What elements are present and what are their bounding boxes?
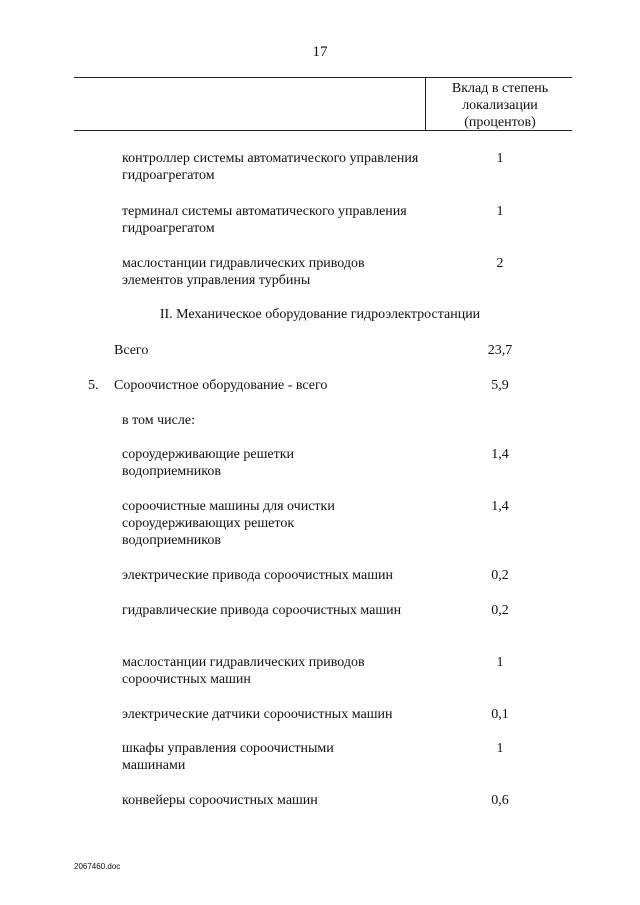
table-row-name: сороудерживающие решетки водоприемников (122, 447, 295, 479)
table-row-name: электрические датчики сороочистных машин (122, 707, 393, 722)
document-id: 2067460.doc (74, 862, 121, 871)
table-row-name: маслостанции гидравлических приводов сороочистных машин (122, 655, 365, 687)
header-column-divider (425, 77, 426, 130)
table-row-name: Сороочистное оборудование - всего (114, 378, 328, 393)
table-row-value: 1 (496, 655, 504, 670)
table-row-name: маслостанции гидравлических приводов элементов управления турбины (122, 256, 365, 288)
section-heading: II. Механическое оборудование гидроэлектростанции (159, 307, 481, 322)
table-row-name: электрические привода сороочистных машин (122, 568, 393, 583)
page-number: 17 (312, 44, 328, 60)
table-row-value: 5,9 (491, 378, 509, 393)
table-row-name: сороочистные машины для очистки сороудерживающих решеток водоприемников (122, 499, 335, 548)
table-row-name: контроллер системы автоматического управления гидроагрегатом (122, 151, 419, 183)
table-row-value: 0,1 (491, 707, 509, 722)
table-row-value: 0,2 (491, 568, 509, 583)
table-row-name: шкафы управления сороочистными машинами (122, 741, 334, 773)
table-row-value: 1,4 (491, 499, 509, 514)
item-number: 5. (88, 378, 99, 393)
subitems-intro: в том числе: (122, 413, 195, 428)
table-row-value: 2 (496, 256, 504, 271)
table-row-value: 1 (496, 204, 504, 219)
table-row-value: 1,4 (491, 447, 509, 462)
table-row-value: 1 (496, 741, 504, 756)
table-row-name: гидравлические привода сороочистных машин (122, 603, 402, 618)
table-row-value: 0,2 (491, 603, 509, 618)
total-label: Всего (114, 343, 149, 358)
total-value: 23,7 (487, 343, 513, 358)
table-row-name: терминал системы автоматического управления гидроагрегатом (122, 204, 407, 236)
table-row-name: конвейеры сороочистных машин (122, 793, 318, 808)
table-top-rule (74, 77, 572, 78)
table-row-value: 0,6 (491, 793, 509, 808)
column-header: Вклад в степень локализации (процентов) (451, 81, 549, 130)
table-row-value: 1 (496, 151, 504, 166)
